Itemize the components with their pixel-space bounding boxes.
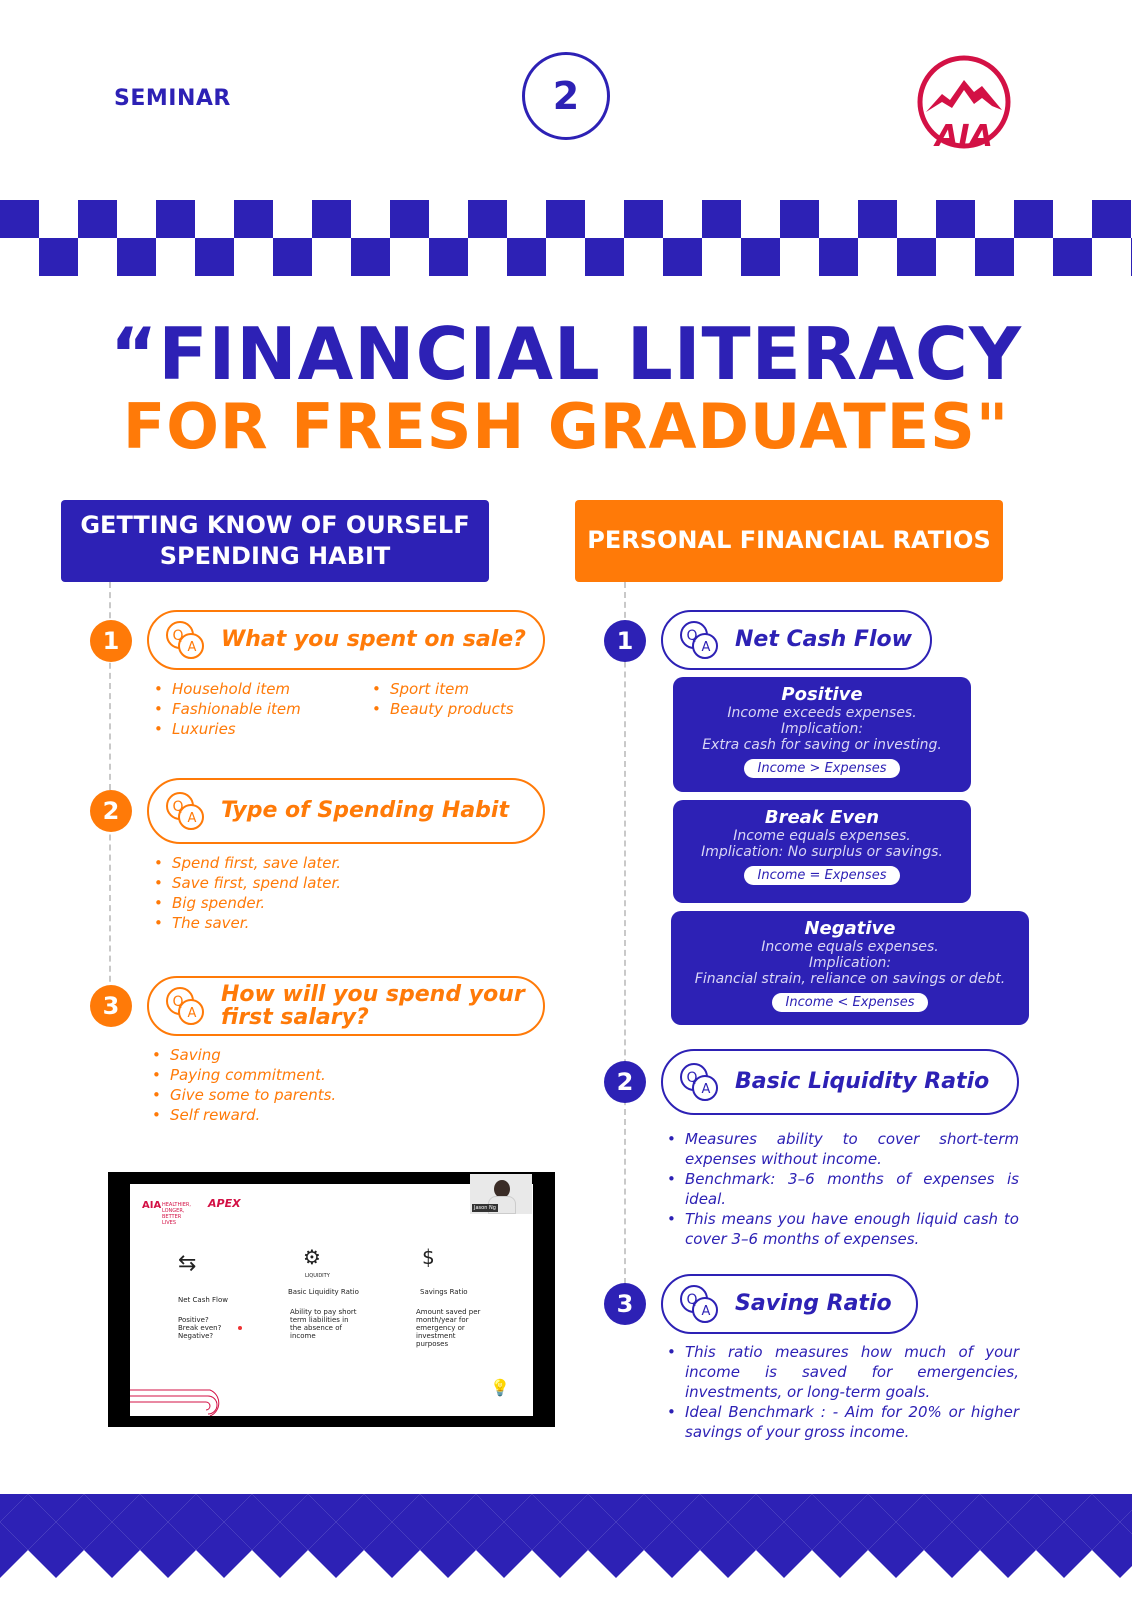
- checker-square: [897, 238, 936, 276]
- slide-col1-desc: Positive? Break even? Negative?: [178, 1316, 222, 1340]
- seminar-label: SEMINAR: [114, 86, 231, 111]
- svg-text:Q: Q: [172, 799, 184, 815]
- slide-col2-title: Basic Liquidity Ratio: [288, 1288, 359, 1296]
- checker-square: [546, 200, 585, 238]
- list-item: • Self reward.: [148, 1105, 448, 1125]
- topic-pill-spent-on-sale: [147, 610, 545, 670]
- topic-pill-first-salary: [147, 976, 545, 1036]
- checker-square: [117, 238, 156, 276]
- svg-text:Q: Q: [172, 994, 184, 1010]
- card-title: Break Even: [764, 807, 880, 828]
- checker-square: [819, 238, 858, 276]
- webinar-screenshot: [108, 1172, 555, 1427]
- qa-icon: [677, 618, 721, 662]
- checker-square: [390, 200, 429, 238]
- saving-ratio-list: [663, 1342, 1019, 1442]
- slide-content: [130, 1184, 533, 1416]
- slide-col2-desc: Ability to pay short term liabilities in the absence of income: [290, 1308, 357, 1340]
- hand-coin-icon: $: [422, 1245, 435, 1269]
- card-line: Extra cash for saving or investing.: [702, 737, 942, 753]
- list-item: • Beauty products: [368, 699, 548, 719]
- slide-col2-icon-label: LIQUIDITY: [305, 1273, 330, 1279]
- ratio-number-3: 3: [604, 1283, 646, 1325]
- slide-col1-title: Net Cash Flow: [178, 1296, 228, 1304]
- list-item: • Household item: [150, 679, 350, 699]
- section-heading-spending-habit: GETTING KNOW OF OURSELF SPENDING HABIT: [61, 500, 489, 582]
- right-timeline: [624, 582, 626, 1294]
- topic-title: [221, 983, 525, 1029]
- spent-on-sale-list-1: [150, 679, 350, 739]
- checker-square: [1092, 200, 1131, 238]
- svg-text:Q: Q: [686, 628, 698, 644]
- topic-title-line-2: first salary?: [221, 1005, 369, 1030]
- checker-square: [780, 200, 819, 238]
- card-formula-chip: Income < Expenses: [772, 993, 929, 1012]
- checker-square: [351, 238, 390, 276]
- net-cash-flow-icon: ⇆: [178, 1251, 197, 1276]
- lightbulb-icon: 💡: [490, 1378, 510, 1397]
- list-item: • Measures ability to cover short-term expenses without income.: [663, 1129, 1019, 1169]
- checker-square: [585, 238, 624, 276]
- list-item: • Give some to parents.: [148, 1085, 448, 1105]
- spent-on-sale-list-2: [368, 679, 548, 719]
- svg-text:A: A: [187, 640, 197, 655]
- qa-icon: [677, 1060, 721, 1104]
- topic-title: Type of Spending Habit: [221, 798, 509, 824]
- ratio-title: Saving Ratio: [735, 1291, 892, 1317]
- webcam-name-label: Jason Ng: [474, 1205, 496, 1211]
- ratio-number-1: 1: [604, 620, 646, 662]
- card-negative: [671, 911, 1029, 1025]
- card-line: Implication:: [808, 955, 892, 971]
- card-positive: [673, 677, 971, 792]
- webcam-thumbnail: [470, 1174, 532, 1214]
- seminar-number-badge: 2: [522, 52, 610, 140]
- qa-icon: [163, 618, 207, 662]
- svg-text:A: A: [187, 1006, 197, 1021]
- title-line-2: FOR FRESH GRADUATES": [122, 390, 1010, 463]
- ratio-number-2: 2: [604, 1061, 646, 1103]
- svg-text:Q: Q: [172, 628, 184, 644]
- ratio-title: Basic Liquidity Ratio: [735, 1069, 990, 1095]
- checker-square: [468, 200, 507, 238]
- card-line: Implication:: [780, 721, 864, 737]
- card-line: Income equals expenses.: [761, 939, 939, 955]
- checker-square: [624, 200, 663, 238]
- list-item: • Sport item: [368, 679, 548, 699]
- svg-text:Q: Q: [686, 1292, 698, 1308]
- ratio-title: Net Cash Flow: [735, 627, 912, 653]
- checker-square: [1014, 200, 1053, 238]
- step-number-2: 2: [90, 790, 132, 832]
- qa-icon: [163, 789, 207, 833]
- card-break-even: [673, 800, 971, 903]
- card-line: Implication: No surplus or savings.: [701, 844, 943, 860]
- aia-logo-text: AIA: [935, 119, 993, 154]
- list-item: • Benchmark: 3–6 months of expenses is ideal.: [663, 1169, 1019, 1209]
- card-line: Financial strain, reliance on savings or debt.: [694, 971, 1006, 987]
- liquidity-ratio-list: [663, 1129, 1019, 1249]
- card-formula-chip: Income > Expenses: [744, 759, 901, 778]
- gear-coin-icon: ⚙: [303, 1245, 321, 1269]
- slide-apex-logo: APEX: [208, 1197, 241, 1210]
- svg-text:A: A: [187, 811, 197, 826]
- list-item: • Ideal Benchmark : - Aim for 20% or higher savings of your gross income.: [663, 1402, 1019, 1442]
- list-item: • Luxuries: [150, 719, 350, 739]
- step-number-1: 1: [90, 620, 132, 662]
- list-item: • Saving: [148, 1045, 448, 1065]
- slide-tagline: HEALTHIER, LONGER, BETTER LIVES: [162, 1202, 191, 1226]
- checker-square: [273, 238, 312, 276]
- card-title: Positive: [781, 684, 863, 705]
- topic-pill-spending-habit: [147, 778, 545, 844]
- topic-title-line-1: How will you spend your: [221, 981, 525, 1007]
- pointer-dot: [238, 1326, 242, 1330]
- checker-square: [0, 200, 39, 238]
- list-item: • Paying commitment.: [148, 1065, 448, 1085]
- list-item: • Spend first, save later.: [150, 853, 450, 873]
- slide-col3-desc: Amount saved per month/year for emergency or investment purposes: [416, 1308, 481, 1348]
- checker-square: [741, 238, 780, 276]
- ratio-pill-basic-liquidity: [661, 1049, 1019, 1115]
- list-item: • This ratio measures how much of your income is saved for emergencies, investments, or long-term goals.: [663, 1342, 1019, 1402]
- checker-band-top: [0, 198, 1132, 278]
- checker-square: [702, 200, 741, 238]
- qa-icon: [163, 984, 207, 1028]
- svg-text:A: A: [701, 1304, 711, 1319]
- list-item: • The saver.: [150, 913, 450, 933]
- slide-col3-title: Savings Ratio: [420, 1288, 468, 1296]
- topic-title: What you spent on sale?: [221, 627, 526, 653]
- checker-square: [429, 238, 468, 276]
- list-item: • Save first, spend later.: [150, 873, 450, 893]
- card-line: Income exceeds expenses.: [727, 705, 917, 721]
- checker-square: [936, 200, 975, 238]
- aia-logo-icon: [912, 54, 1016, 158]
- section-heading-financial-ratios: PERSONAL FINANCIAL RATIOS: [575, 500, 1003, 582]
- checker-square: [663, 238, 702, 276]
- checker-square: [195, 238, 234, 276]
- svg-text:Q: Q: [686, 1070, 698, 1086]
- aia-logo: [912, 54, 1016, 158]
- checker-square: [39, 238, 78, 276]
- card-formula-chip: Income = Expenses: [744, 866, 901, 885]
- list-item: • Fashionable item: [150, 699, 350, 719]
- checker-band-bottom: [0, 1494, 1132, 1600]
- slide-aia-logo: AIA: [142, 1200, 162, 1211]
- checker-square: [1053, 238, 1092, 276]
- svg-text:A: A: [701, 1082, 711, 1097]
- ratio-pill-saving-ratio: [661, 1274, 918, 1334]
- spending-habit-list: [150, 853, 450, 933]
- checker-square: [975, 238, 1014, 276]
- card-title: Negative: [804, 918, 896, 939]
- step-number-3: 3: [90, 985, 132, 1027]
- checker-square: [78, 200, 117, 238]
- card-line: Income equals expenses.: [733, 828, 911, 844]
- ratio-pill-net-cash-flow: [661, 610, 932, 670]
- svg-text:A: A: [701, 640, 711, 655]
- list-item: • Big spender.: [150, 893, 450, 913]
- checker-square: [507, 238, 546, 276]
- qa-icon: [677, 1282, 721, 1326]
- list-item: • This means you have enough liquid cash to cover 3–6 months of expenses.: [663, 1209, 1019, 1249]
- checker-square: [312, 200, 351, 238]
- checker-square: [156, 200, 195, 238]
- title-line-1: “FINANCIAL LITERACY: [110, 312, 1022, 396]
- first-salary-list: [148, 1045, 448, 1125]
- checker-square: [234, 200, 273, 238]
- checker-square: [858, 200, 897, 238]
- slide-decor-lines: [130, 1370, 230, 1416]
